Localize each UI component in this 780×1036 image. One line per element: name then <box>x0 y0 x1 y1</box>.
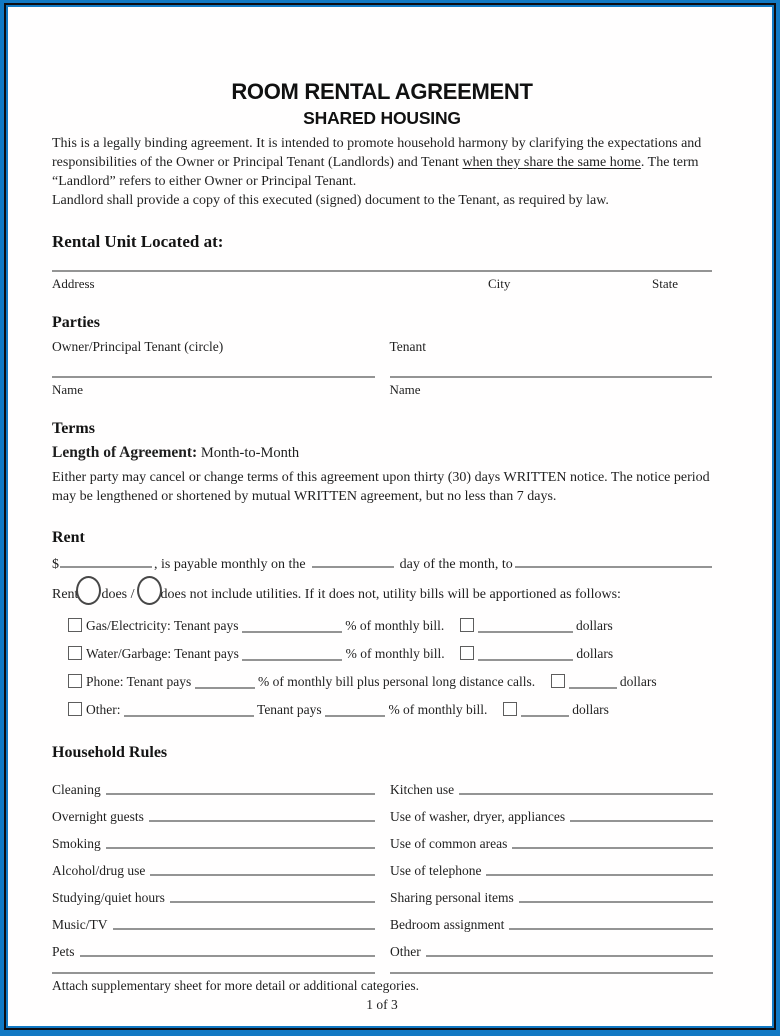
gas-dollars-fill-line[interactable] <box>478 619 573 633</box>
extra-right-fill-line[interactable] <box>390 972 713 974</box>
rent-amount-text-2: day of the month, to <box>399 556 513 572</box>
owner-name-fill-line[interactable] <box>52 376 375 378</box>
gas-dollars-checkbox[interactable] <box>460 618 474 632</box>
gas-percent-fill-line[interactable] <box>242 619 342 633</box>
rule-row-common-areas <box>390 825 713 852</box>
dollar-sign: $ <box>52 556 59 572</box>
page-background <box>6 5 774 1028</box>
intro-paragraph <box>52 134 712 210</box>
rule-row-kitchen-use <box>390 771 713 798</box>
tenant-label: Tenant <box>389 338 427 354</box>
tenant-name-label: Name <box>389 381 421 397</box>
phone-percent-fill-line[interactable] <box>195 675 255 689</box>
page-number: 1 of 3 <box>366 996 398 1012</box>
parties-name-labels <box>52 382 712 398</box>
does-option-label: does <box>101 586 128 602</box>
rent-day-fill-line[interactable] <box>312 566 394 568</box>
other-tenant-pays-label: Tenant pays <box>257 701 322 717</box>
phone-dollars-label: dollars <box>619 673 657 689</box>
document-subtitle: SHARED HOUSING <box>303 108 461 128</box>
telephone-use-fill-line[interactable] <box>486 874 713 876</box>
music-tv-fill-line[interactable] <box>113 928 376 930</box>
rule-row-alcohol-drug-use <box>52 852 375 879</box>
document-page <box>8 7 772 1026</box>
water-percent-label: % of monthly bill. <box>345 645 445 661</box>
other-category-fill-line[interactable] <box>426 955 713 957</box>
studying-quiet-hours-fill-line[interactable] <box>170 901 375 903</box>
alcohol-drug-use-label: Alcohol/drug use <box>52 862 146 878</box>
overnight-guests-fill-line[interactable] <box>149 820 375 822</box>
terms-paragraph: Either party may cancel or change terms of this agreement upon thirty (30) days WRITTEN notice. The notice period may be lengthened or shortened by mutual WRITTEN agreement, but no less than 7 days. <box>52 469 710 504</box>
phone-dollars-fill-line[interactable] <box>569 675 617 689</box>
kitchen-use-label: Kitchen use <box>390 781 455 797</box>
phone-dollars-checkbox[interactable] <box>551 674 565 688</box>
tenant-name-fill-line[interactable] <box>390 376 713 378</box>
rule-row-music-tv <box>52 906 375 933</box>
rule-row-other-category <box>390 933 713 960</box>
other-name-fill-line[interactable] <box>124 703 254 717</box>
section-heading-terms: Terms <box>52 419 95 437</box>
rule-row-studying-quiet-hours <box>52 879 375 906</box>
rule-row-telephone-use <box>390 852 713 879</box>
other-dollars-fill-line[interactable] <box>521 703 569 717</box>
water-garbage-label: Water/Garbage: Tenant pays <box>86 645 239 661</box>
rule-row-cleaning <box>52 771 375 798</box>
pets-label: Pets <box>52 943 75 959</box>
rent-utilities-row <box>52 576 712 605</box>
other-dollars-label: dollars <box>572 701 609 717</box>
utility-row-phone <box>68 674 712 690</box>
smoking-label: Smoking <box>52 835 101 851</box>
option-separator: / <box>130 586 135 602</box>
owner-name-label: Name <box>52 381 84 397</box>
phone-percent-label: % of monthly bill plus personal long distance calls. <box>258 673 536 689</box>
water-dollars-fill-line[interactable] <box>478 647 573 661</box>
length-of-agreement-row <box>52 444 712 462</box>
rule-row-overnight-guests <box>52 798 375 825</box>
overnight-guests-label: Overnight guests <box>52 808 144 824</box>
household-rules-grid <box>52 771 712 960</box>
owner-principal-tenant-label: Owner/Principal Tenant (circle) <box>52 338 224 354</box>
gas-dollars-label: dollars <box>576 617 613 633</box>
rule-row-sharing-personal-items <box>390 879 713 906</box>
utility-row-other <box>68 702 712 718</box>
rent-amount-fill-line[interactable] <box>60 566 152 568</box>
water-garbage-checkbox[interactable] <box>68 646 82 660</box>
other-percent-fill-line[interactable] <box>325 703 385 717</box>
rent-amount-text-1: , is payable monthly on the <box>154 556 306 572</box>
rule-row-pets <box>52 933 375 960</box>
bedroom-assignment-label: Bedroom assignment <box>390 916 505 932</box>
water-percent-fill-line[interactable] <box>242 647 342 661</box>
water-dollars-label: dollars <box>576 645 614 661</box>
rent-amount-row <box>52 557 712 573</box>
washer-dryer-fill-line[interactable] <box>570 820 713 822</box>
supplementary-footnote: Attach supplementary sheet for more detail or additional categories. <box>52 977 419 993</box>
extra-blank-lines-row <box>52 972 712 974</box>
parties-name-lines <box>52 376 712 378</box>
phone-checkbox[interactable] <box>68 674 82 688</box>
other-label: Other: <box>86 701 121 717</box>
rule-row-washer-dryer <box>390 798 713 825</box>
intro-text-2: . The term “Landlord” refers to either Owner or Principal Tenant. <box>52 154 699 189</box>
section-heading-rent: Rent <box>52 528 85 546</box>
section-heading-household-rules: Household Rules <box>52 743 168 761</box>
length-of-agreement-label: Length of Agreement: <box>52 443 198 461</box>
rent-utilities-prefix: Rent <box>52 586 79 602</box>
circle-option-does[interactable] <box>76 576 101 605</box>
address-fill-line[interactable] <box>52 270 712 272</box>
utility-row-gas-electricity <box>68 618 712 634</box>
extra-left-fill-line[interactable] <box>52 972 375 974</box>
utility-row-water-garbage <box>68 646 712 662</box>
intro-text-3: Landlord shall provide a copy of this executed (signed) document to the Tenant, as required by law. <box>52 192 609 208</box>
pets-fill-line[interactable] <box>80 955 375 957</box>
section-heading-rental-unit: Rental Unit Located at: <box>52 231 224 251</box>
other-percent-label: % of monthly bill. <box>388 701 488 717</box>
cleaning-fill-line[interactable] <box>106 793 375 795</box>
gas-electricity-label: Gas/Electricity: Tenant pays <box>86 617 239 633</box>
rule-row-bedroom-assignment <box>390 906 713 933</box>
rent-payee-fill-line[interactable] <box>515 566 712 568</box>
section-heading-parties: Parties <box>52 313 100 331</box>
music-tv-label: Music/TV <box>52 916 108 932</box>
gas-percent-label: % of monthly bill. <box>345 617 445 633</box>
washer-dryer-label: Use of washer, dryer, appliances <box>390 808 566 824</box>
common-areas-fill-line[interactable] <box>512 847 713 849</box>
city-label: City <box>488 275 511 291</box>
gas-electricity-checkbox[interactable] <box>68 618 82 632</box>
address-label: Address <box>52 275 95 291</box>
alcohol-drug-use-fill-line[interactable] <box>150 874 375 876</box>
telephone-use-label: Use of telephone <box>390 862 482 878</box>
does-not-option-label: does not include utilities. If it does not, utility bills will be apportioned as follows: <box>160 586 621 602</box>
rule-row-smoking <box>52 825 375 852</box>
smoking-fill-line[interactable] <box>106 847 375 849</box>
common-areas-label: Use of common areas <box>390 835 508 851</box>
state-label: State <box>652 275 678 291</box>
phone-label: Phone: Tenant pays <box>86 673 192 689</box>
other-dollars-checkbox[interactable] <box>503 702 517 716</box>
length-of-agreement-value: Month-to-Month <box>200 444 300 461</box>
intro-underlined-phrase: when they share the same home <box>462 154 641 170</box>
intro-text-1: This is a legally binding agreement. It is intended to promote household harmony by clarifying the expectations and responsibilities of the Owner or Principal Tenant (Landlords) and Tenant <box>52 135 702 170</box>
parties-labels-row <box>52 339 712 355</box>
kitchen-use-fill-line[interactable] <box>459 793 713 795</box>
page-border-inner-line <box>4 3 776 1030</box>
address-labels-row <box>52 276 712 292</box>
circle-option-does-not[interactable] <box>137 576 162 605</box>
water-dollars-checkbox[interactable] <box>460 646 474 660</box>
cleaning-label: Cleaning <box>52 781 101 797</box>
sharing-personal-items-label: Sharing personal items <box>390 889 514 905</box>
other-checkbox[interactable] <box>68 702 82 716</box>
bedroom-assignment-fill-line[interactable] <box>509 928 713 930</box>
sharing-personal-items-fill-line[interactable] <box>519 901 713 903</box>
document-title: ROOM RENTAL AGREEMENT <box>231 79 533 104</box>
other-category-label: Other <box>390 943 421 959</box>
studying-quiet-hours-label: Studying/quiet hours <box>52 889 165 905</box>
